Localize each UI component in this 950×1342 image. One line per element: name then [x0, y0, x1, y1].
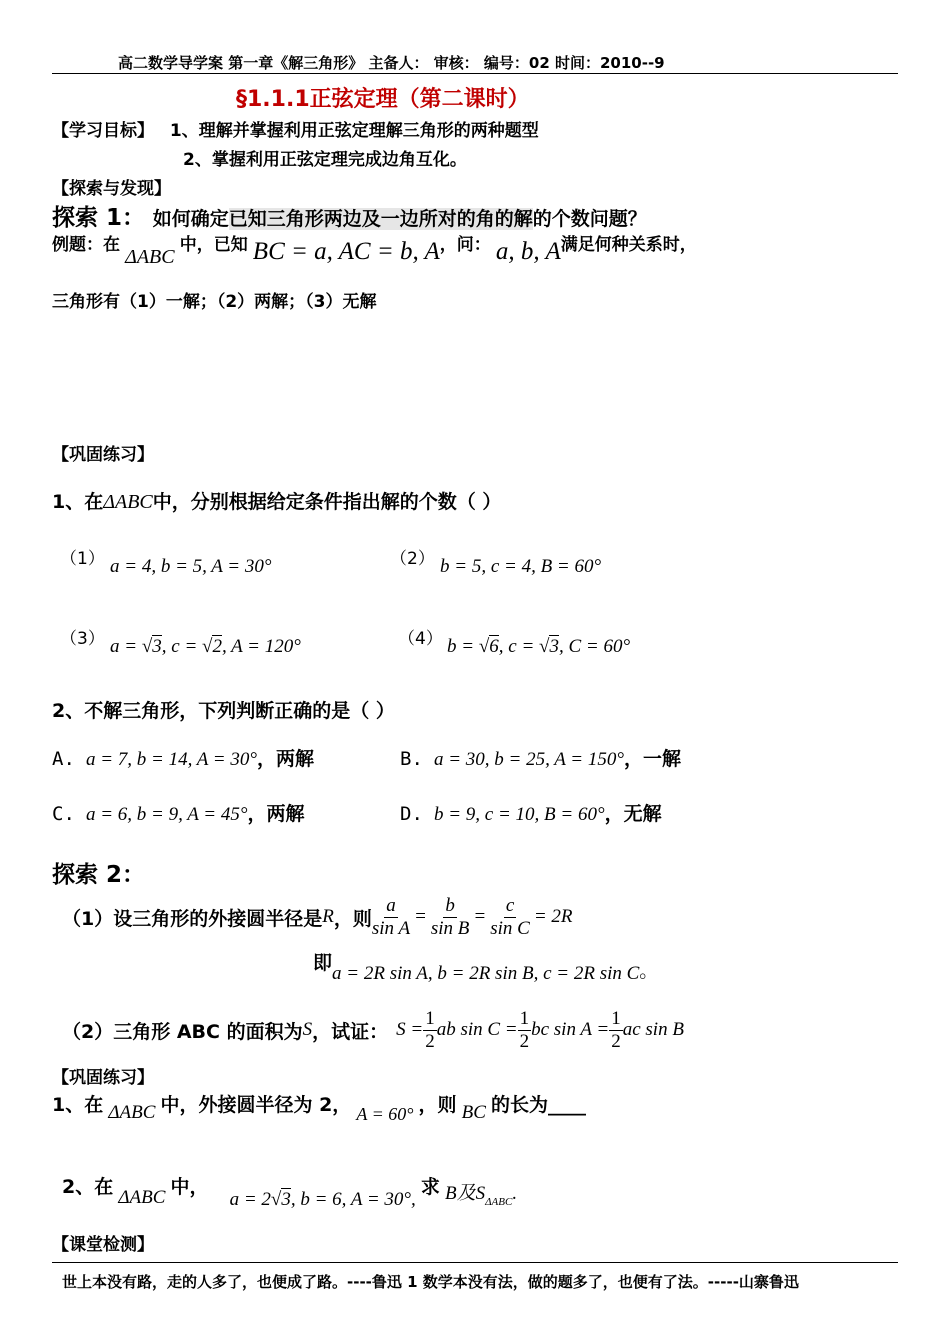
case1-expr: a = 4, b = 5, A = 30°: [110, 556, 272, 577]
ji-label: 即: [313, 952, 333, 974]
equals-2R: = 2R: [533, 906, 573, 927]
explore2-p2-prove: ，试证：: [312, 1020, 389, 1043]
half-2: [518, 1008, 532, 1053]
footer-rule: [52, 1262, 898, 1263]
half-1-den: 2: [425, 1030, 435, 1052]
case3-a: a =: [110, 636, 142, 657]
practice1-q1-triangle: ΔABC: [103, 491, 153, 513]
case4-expr: b = √6, c = √3, C = 60°: [447, 636, 631, 657]
explore1-question-post: 的个数问题？: [532, 208, 647, 230]
case3-end: , A = 120°: [221, 636, 301, 657]
equals-2: =: [473, 906, 487, 927]
option-d-expr: b = 9, c = 10, B = 60°: [433, 804, 605, 825]
explore2-p1-then: ，则: [333, 907, 372, 930]
half-1-num: 1: [425, 1007, 435, 1029]
q2-a: a = 2: [229, 1189, 271, 1210]
option-b: [400, 744, 681, 771]
example-cases: 三角形有（1）一解；（2）两解；（3）无解: [52, 292, 377, 312]
example-mid: 中，已知: [179, 235, 248, 255]
example-given: BC = a, AC = b, A: [252, 238, 440, 265]
objective-1: 1、理解并掌握利用正弦定理解三角形的两种题型: [169, 121, 539, 141]
explore1-label: 探索 1：: [52, 205, 146, 231]
practice1-q1: [52, 487, 501, 514]
explore2-p1-R: R: [322, 906, 334, 927]
option-b-label: B.: [400, 748, 423, 770]
explore2-p1-pre: （1）设三角形的外接圆半径是: [62, 907, 323, 930]
ji-end: 。: [639, 960, 659, 982]
option-b-tail: ，一解: [623, 748, 681, 770]
case3-label: （3）: [60, 629, 105, 649]
option-a-tail: ，两解: [256, 748, 314, 770]
practice2-q2-ask: 求: [420, 1176, 440, 1198]
example-end: 满足何种关系时，: [560, 235, 697, 255]
practice2-q1-mid: 中，外接圆半径为 2，: [160, 1094, 352, 1116]
header-rule: [52, 73, 898, 74]
option-a-expr: a = 7, b = 14, A = 30°: [85, 749, 257, 770]
case3-mid: , c =: [161, 636, 203, 657]
case4-label: （4）: [398, 629, 443, 649]
practice2-q2-expr: a = 2√3, b = 6, A = 30°,: [229, 1189, 416, 1210]
page-header: 高二数学导学案 第一章《解三角形》 主备人： 审核： 编号：02 时间：2010--9: [118, 54, 665, 72]
case4-mid: , c =: [498, 636, 540, 657]
option-d-label: D.: [400, 803, 423, 825]
practice2-q1-triangle: ΔABC: [108, 1102, 156, 1123]
case3-root1: 3: [152, 636, 162, 657]
practice1-q2: 2、不解三角形，下列判断正确的是（ ）: [52, 700, 395, 722]
fraction-b-sinB: [431, 895, 470, 940]
q2-b: , b = 6, A = 30°,: [290, 1189, 416, 1210]
explore1-question-pre: 如何确定: [152, 208, 229, 230]
half-2-den: 2: [519, 1030, 530, 1052]
practice2-q2-sub: ΔABC: [485, 1196, 513, 1208]
frac-den-sinB: sin B: [430, 917, 470, 939]
example-label: 例题：在: [52, 235, 120, 255]
half-2-num: 1: [519, 1007, 530, 1029]
practice2-q2-mid: 中，: [170, 1176, 209, 1198]
case2-label: （2）: [390, 549, 435, 569]
example-vars: a, b, A: [495, 238, 561, 265]
case4-b: b =: [447, 636, 479, 657]
example-line: [52, 230, 697, 270]
case4-root2: 3: [549, 636, 559, 657]
half-1: [423, 1008, 437, 1053]
option-a-label: A.: [52, 748, 75, 770]
frac-num-b: b: [445, 894, 455, 916]
area-term-3: ac sin B: [622, 1019, 684, 1040]
frac-den-sinC: sin C: [490, 917, 530, 939]
case1-label: （1）: [60, 549, 105, 569]
option-c-tail: ，两解: [247, 803, 305, 825]
ji-expr: a = 2R sin A, b = 2R sin B, c = 2R sin C: [332, 963, 640, 984]
page-title: §1.1.1正弦定理（第二课时）: [236, 87, 530, 112]
practice2-q1: [52, 1090, 586, 1130]
option-a: [52, 744, 314, 771]
half-3-den: 2: [611, 1030, 621, 1052]
explore2-label: 探索 2：: [52, 862, 146, 888]
practice2-q1-BC: BC: [461, 1102, 486, 1123]
practice1-q1-pre: 1、在: [52, 491, 104, 513]
equals-1: =: [414, 906, 427, 927]
option-c-label: C.: [52, 803, 75, 825]
explore1-question-highlight: 已知三角形两边及一边所对的角的解: [228, 208, 533, 230]
page-footer: 世上本没有路，走的人多了，也便成了路。----鲁迅 1 数学本没有法，做的题多了，也便有了法。-----山寨鲁迅: [62, 1273, 799, 1291]
practice2-q1-A: A = 60°: [356, 1104, 414, 1124]
area-term-1: ab sin C =: [436, 1019, 518, 1040]
example-triangle: ΔABC: [125, 246, 175, 268]
practice2-q1-then: ，则: [418, 1094, 457, 1116]
explore2-p2-pre: （2）三角形 ABC 的面积为: [62, 1020, 303, 1043]
practice1-label: 【巩固练习】: [52, 445, 154, 465]
half-3: [609, 1008, 623, 1053]
option-d-tail: ，无解: [604, 803, 662, 825]
practice2-label: 【巩固练习】: [52, 1068, 154, 1088]
case3-root2: 2: [212, 636, 222, 657]
explore-section-label: 【探索与发现】: [52, 179, 171, 199]
explore2-p2: [62, 1004, 684, 1056]
frac-num-a: a: [386, 894, 396, 916]
half-3-num: 1: [611, 1007, 621, 1029]
explore2-ji: [313, 948, 659, 984]
case4-root1: 6: [489, 636, 499, 657]
example-ask: ，问：: [439, 235, 491, 255]
explore1-line: [52, 199, 647, 232]
practice2-q2-triangle: ΔABC: [118, 1187, 166, 1208]
area-term-2: bc sin A =: [531, 1019, 610, 1040]
objective-2: 2、掌握利用正弦定理完成边角互化。: [183, 150, 467, 170]
frac-num-c: c: [505, 894, 515, 916]
practice2-q2-B: B及S: [444, 1183, 486, 1204]
option-d: [400, 799, 662, 826]
area-S: S =: [396, 1019, 424, 1040]
option-c: [52, 799, 304, 826]
case2-expr: b = 5, c = 4, B = 60°: [440, 556, 602, 577]
case3-expr: a = √3, c = √2, A = 120°: [110, 636, 301, 657]
check-label: 【课堂检测】: [52, 1235, 154, 1255]
fraction-c-sinC: [490, 895, 530, 940]
practice1-q1-text: 中，分别根据给定条件指出解的个数（ ）: [152, 491, 502, 513]
practice2-q1-pre: 1、在: [52, 1094, 104, 1116]
explore2-p2-S: S: [302, 1019, 313, 1040]
practice2-q1-end: 的长为____: [491, 1094, 587, 1116]
practice2-q2-dot: .: [512, 1183, 518, 1204]
objectives-block: [52, 116, 539, 141]
objectives-label: 【学习目标】: [52, 121, 154, 141]
case4-end: , C = 60°: [558, 636, 631, 657]
practice2-q2: [62, 1172, 517, 1212]
fraction-a-sinA: [372, 895, 410, 940]
q2-root: 3: [281, 1189, 291, 1210]
option-c-expr: a = 6, b = 9, A = 45°: [85, 804, 248, 825]
option-b-expr: a = 30, b = 25, A = 150°: [433, 749, 624, 770]
frac-den-sinA: sin A: [371, 917, 411, 939]
explore2-p1: [62, 886, 573, 948]
practice2-q2-pre: 2、在: [62, 1176, 114, 1198]
